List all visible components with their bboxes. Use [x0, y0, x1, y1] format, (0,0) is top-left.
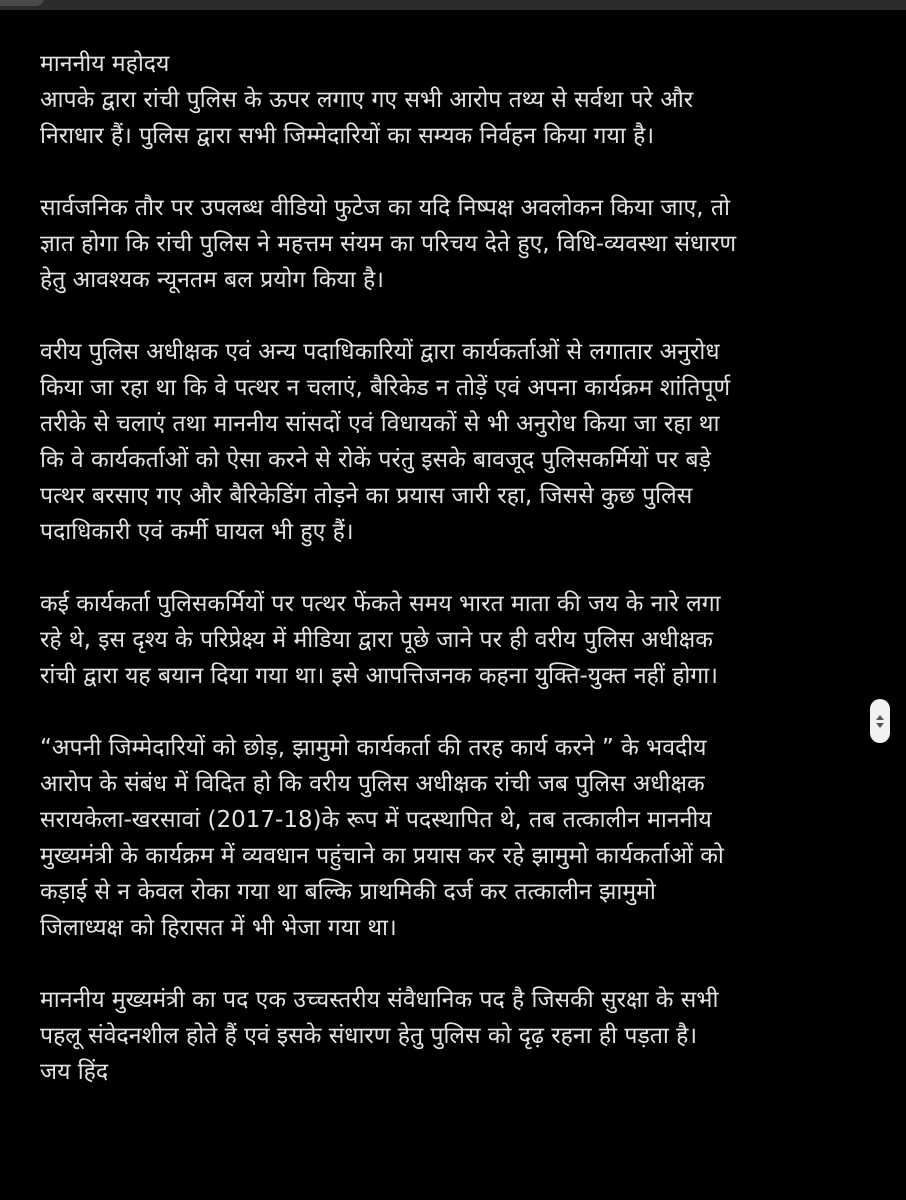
- text-line: कई कार्यकर्ता पुलिसकर्मियों पर पत्थर फेंकते समय भारत माता की जय के नारे लगा: [40, 591, 721, 617]
- text-line: पहलू संवेदनशील होते हैं एवं इसके संधारण हेतु पुलिस को दृढ़ रहना ही पड़ता है।: [40, 1023, 698, 1049]
- text-line: जिलाध्यक्ष को हिरासत में भी भेजा गया था।: [40, 915, 397, 941]
- text-line: कड़ाई से न केवल रोका गया था बल्कि प्राथमिकी दर्ज कर तत्कालीन झामुमो: [40, 879, 656, 905]
- top-bar: [0, 0, 906, 10]
- text-line: किया जा रहा था कि वे पत्थर न चलाएं, बैरिकेड न तोड़ें एवं अपना कार्यक्रम शांतिपूर्ण: [40, 375, 731, 401]
- text-line: वरीय पुलिस अधीक्षक एवं अन्य पदाधिकारियों द्वारा कार्यकर्ताओं से लगातार अनुरोध: [40, 339, 720, 365]
- text-line: जय हिंद: [40, 1059, 109, 1085]
- text-line: निराधार हैं। पुलिस द्वारा सभी जिम्मेदारियों का सम्यक निर्वहन किया गया है।: [40, 123, 655, 149]
- top-left-blob: [0, 0, 44, 6]
- text-line: पदाधिकारी एवं कर्मी घायल भी हुए हैं।: [40, 519, 354, 545]
- chevron-down-icon: [876, 723, 884, 728]
- text-line: मुख्यमंत्री के कार्यक्रम में व्यवधान पहुंचाने का प्रयास कर रहे झामुमो कार्यकर्ताओं को: [40, 843, 724, 869]
- scroll-handle-icon[interactable]: [870, 699, 890, 743]
- text-line: तरीके से चलाएं तथा माननीय सांसदों एवं विधायकों से भी अनुरोध किया जा रहा था: [40, 411, 720, 437]
- paragraph-gap: [40, 154, 860, 190]
- text-line: हेतु आवश्यक न्यूनतम बल प्रयोग किया है।: [40, 267, 384, 293]
- text-line: रांची द्वारा यह बयान दिया गया था। इसे आपत्तिजनक कहना युक्ति-युक्त नहीं होगा।: [40, 663, 718, 689]
- text-line: ज्ञात होगा कि रांची पुलिस ने महत्तम संयम का परिचय देते हुए, विधि-व्यवस्था संधारण: [40, 231, 737, 257]
- text-line: सरायकेला-खरसावां (2017-18)के रूप में पदस्थापित थे, तब तत्कालीन माननीय: [40, 807, 712, 833]
- paragraph-gap: [40, 946, 860, 982]
- text-line: माननीय महोदय: [40, 51, 170, 77]
- text-line: आपके द्वारा रांची पुलिस के ऊपर लगाए गए सभी आरोप तथ्य से सर्वथा परे और: [40, 87, 694, 113]
- text-line: “अपनी जिम्मेदारियों को छोड़, झामुमो कार्यकर्ता की तरह कार्य करने ” के भवदीय: [40, 735, 707, 761]
- paragraph-gap: [40, 298, 860, 334]
- chevron-up-icon: [876, 715, 884, 720]
- text-line: सार्वजनिक तौर पर उपलब्ध वीडियो फुटेज का यदि निष्पक्ष अवलोकन किया जाए, तो: [40, 195, 730, 221]
- paragraph-gap: [40, 550, 860, 586]
- paragraph-gap: [40, 694, 860, 730]
- text-line: रहे थे, इस दृश्य के परिप्रेक्ष्य में मीडिया द्वारा पूछे जाने पर ही वरीय पुलिस अधीक्षक: [40, 627, 713, 653]
- text-line: पत्थर बरसाए गए और बैरिकेडिंग तोड़ने का प्रयास जारी रहा, जिससे कुछ पुलिस: [40, 483, 693, 509]
- text-line: कि वे कार्यकर्ताओं को ऐसा करने से रोकें परंतु इसके बावजूद पुलिसकर्मियों पर बड़े: [40, 447, 711, 473]
- letter-text: [40, 46, 860, 1090]
- text-line: माननीय मुख्यमंत्री का पद एक उच्चस्तरीय संवैधानिक पद है जिसकी सुरक्षा के सभी: [40, 987, 719, 1013]
- text-line: आरोप के संबंध में विदित हो कि वरीय पुलिस अधीक्षक रांची जब पुलिस अधीक्षक: [40, 771, 705, 797]
